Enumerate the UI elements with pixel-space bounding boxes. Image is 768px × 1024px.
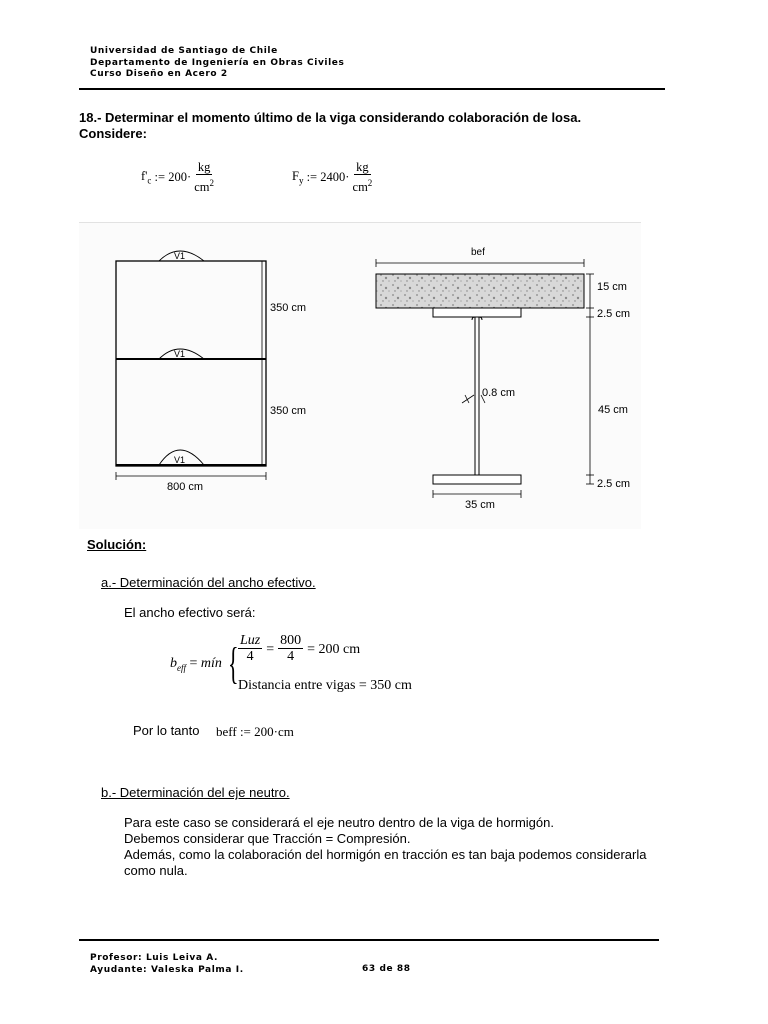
- beam-figure-svg: [79, 223, 641, 529]
- section-b-p1: Para este caso se considerará el eje neutro dentro de la viga de hormigón.: [124, 815, 554, 830]
- footer-professor: Profesor: Luis Leiva A.: [90, 953, 219, 963]
- value-numerator: 800: [280, 633, 302, 648]
- brace: {: [228, 639, 239, 688]
- v1-label-bottom: V1: [174, 455, 186, 465]
- section-b-p3: Además, como la colaboración del hormigón en tracción es tan baja podemos considerarla: [124, 847, 647, 862]
- section-a-intro: El ancho efectivo será:: [124, 605, 256, 620]
- luz-denominator: 4: [246, 649, 254, 664]
- bottom-flange-label: 2.5 cm: [597, 478, 631, 490]
- beff-equation: [170, 634, 470, 698]
- flange-width-label: 35 cm: [465, 499, 495, 511]
- slab-thickness-label: 15 cm: [597, 281, 627, 293]
- web-height-label: 45 cm: [598, 404, 628, 416]
- footer-assistant: Ayudante: Valeska Palma I.: [90, 965, 244, 975]
- luz-text: Luz: [240, 633, 261, 648]
- top-flange: [433, 308, 521, 317]
- fc-formula: $f'_c$ := 200· $\frac{kg}{cm^2}$: [141, 160, 215, 195]
- section-a-title: a.- Determinación del ancho efectivo.: [101, 575, 316, 590]
- v1-label-top: V1: [174, 251, 186, 261]
- question-considere: Considere:: [79, 126, 147, 141]
- section-b-p2: Debemos considerar que Tracción = Compresión.: [124, 831, 411, 846]
- v1-label-middle: V1: [174, 349, 186, 359]
- beff-label: bef: [471, 247, 485, 258]
- footer-credits: [90, 952, 244, 976]
- value-denominator: 4: [287, 649, 295, 664]
- section-b-body: [124, 815, 646, 879]
- top-flange-label: 2.5 cm: [597, 308, 631, 320]
- question: [79, 110, 581, 142]
- beff-case-1: $\frac{\text{Luz}}{4}$ = $\frac{800}{4}$ = 200 cm: [240, 633, 361, 664]
- plan-width-label: 800 cm: [167, 481, 204, 493]
- page-number: 63 de 88: [362, 964, 411, 974]
- beff-lhs: $b_{eff}$ = mín: [170, 656, 222, 673]
- beam-figure: [79, 222, 641, 529]
- cross-section: [376, 247, 630, 511]
- header-department: Departamento de Ingeniería en Obras Civiles: [90, 57, 345, 68]
- plan-outline: [116, 261, 266, 466]
- header-course: Curso Diseño en Acero 2: [90, 69, 228, 79]
- footer-rule: [79, 939, 659, 941]
- section-b-p4: como nula.: [124, 863, 188, 878]
- section-b-title: b.- Determinación del eje neutro.: [101, 785, 290, 800]
- beff-case-1-result: = 200 cm: [307, 642, 361, 658]
- plan-view: [116, 251, 306, 493]
- solution-title: Solución:: [87, 537, 147, 552]
- por-lo-tanto: Por lo tanto: [133, 723, 200, 738]
- span-bottom-label: 350 cm: [270, 405, 307, 417]
- beff-result: beff := 200·cm: [216, 724, 294, 739]
- beam-web: [472, 317, 482, 475]
- fy-formula: $F_y$ := 2400· $\frac{kg}{cm^2}$: [292, 160, 373, 195]
- header-university: Universidad de Santiago de Chile: [90, 46, 278, 56]
- document-header: [90, 46, 344, 81]
- question-text: 18.- Determinar el momento último de la viga considerando colaboración de losa.: [79, 110, 582, 125]
- span-top-label: 350 cm: [270, 302, 307, 314]
- header-rule: [79, 88, 665, 90]
- bottom-flange: [433, 475, 521, 484]
- concrete-slab: [376, 274, 584, 308]
- web-thickness-label: 0.8 cm: [482, 387, 516, 399]
- beff-case-2: Distancia entre vigas = 350 cm: [238, 678, 412, 693]
